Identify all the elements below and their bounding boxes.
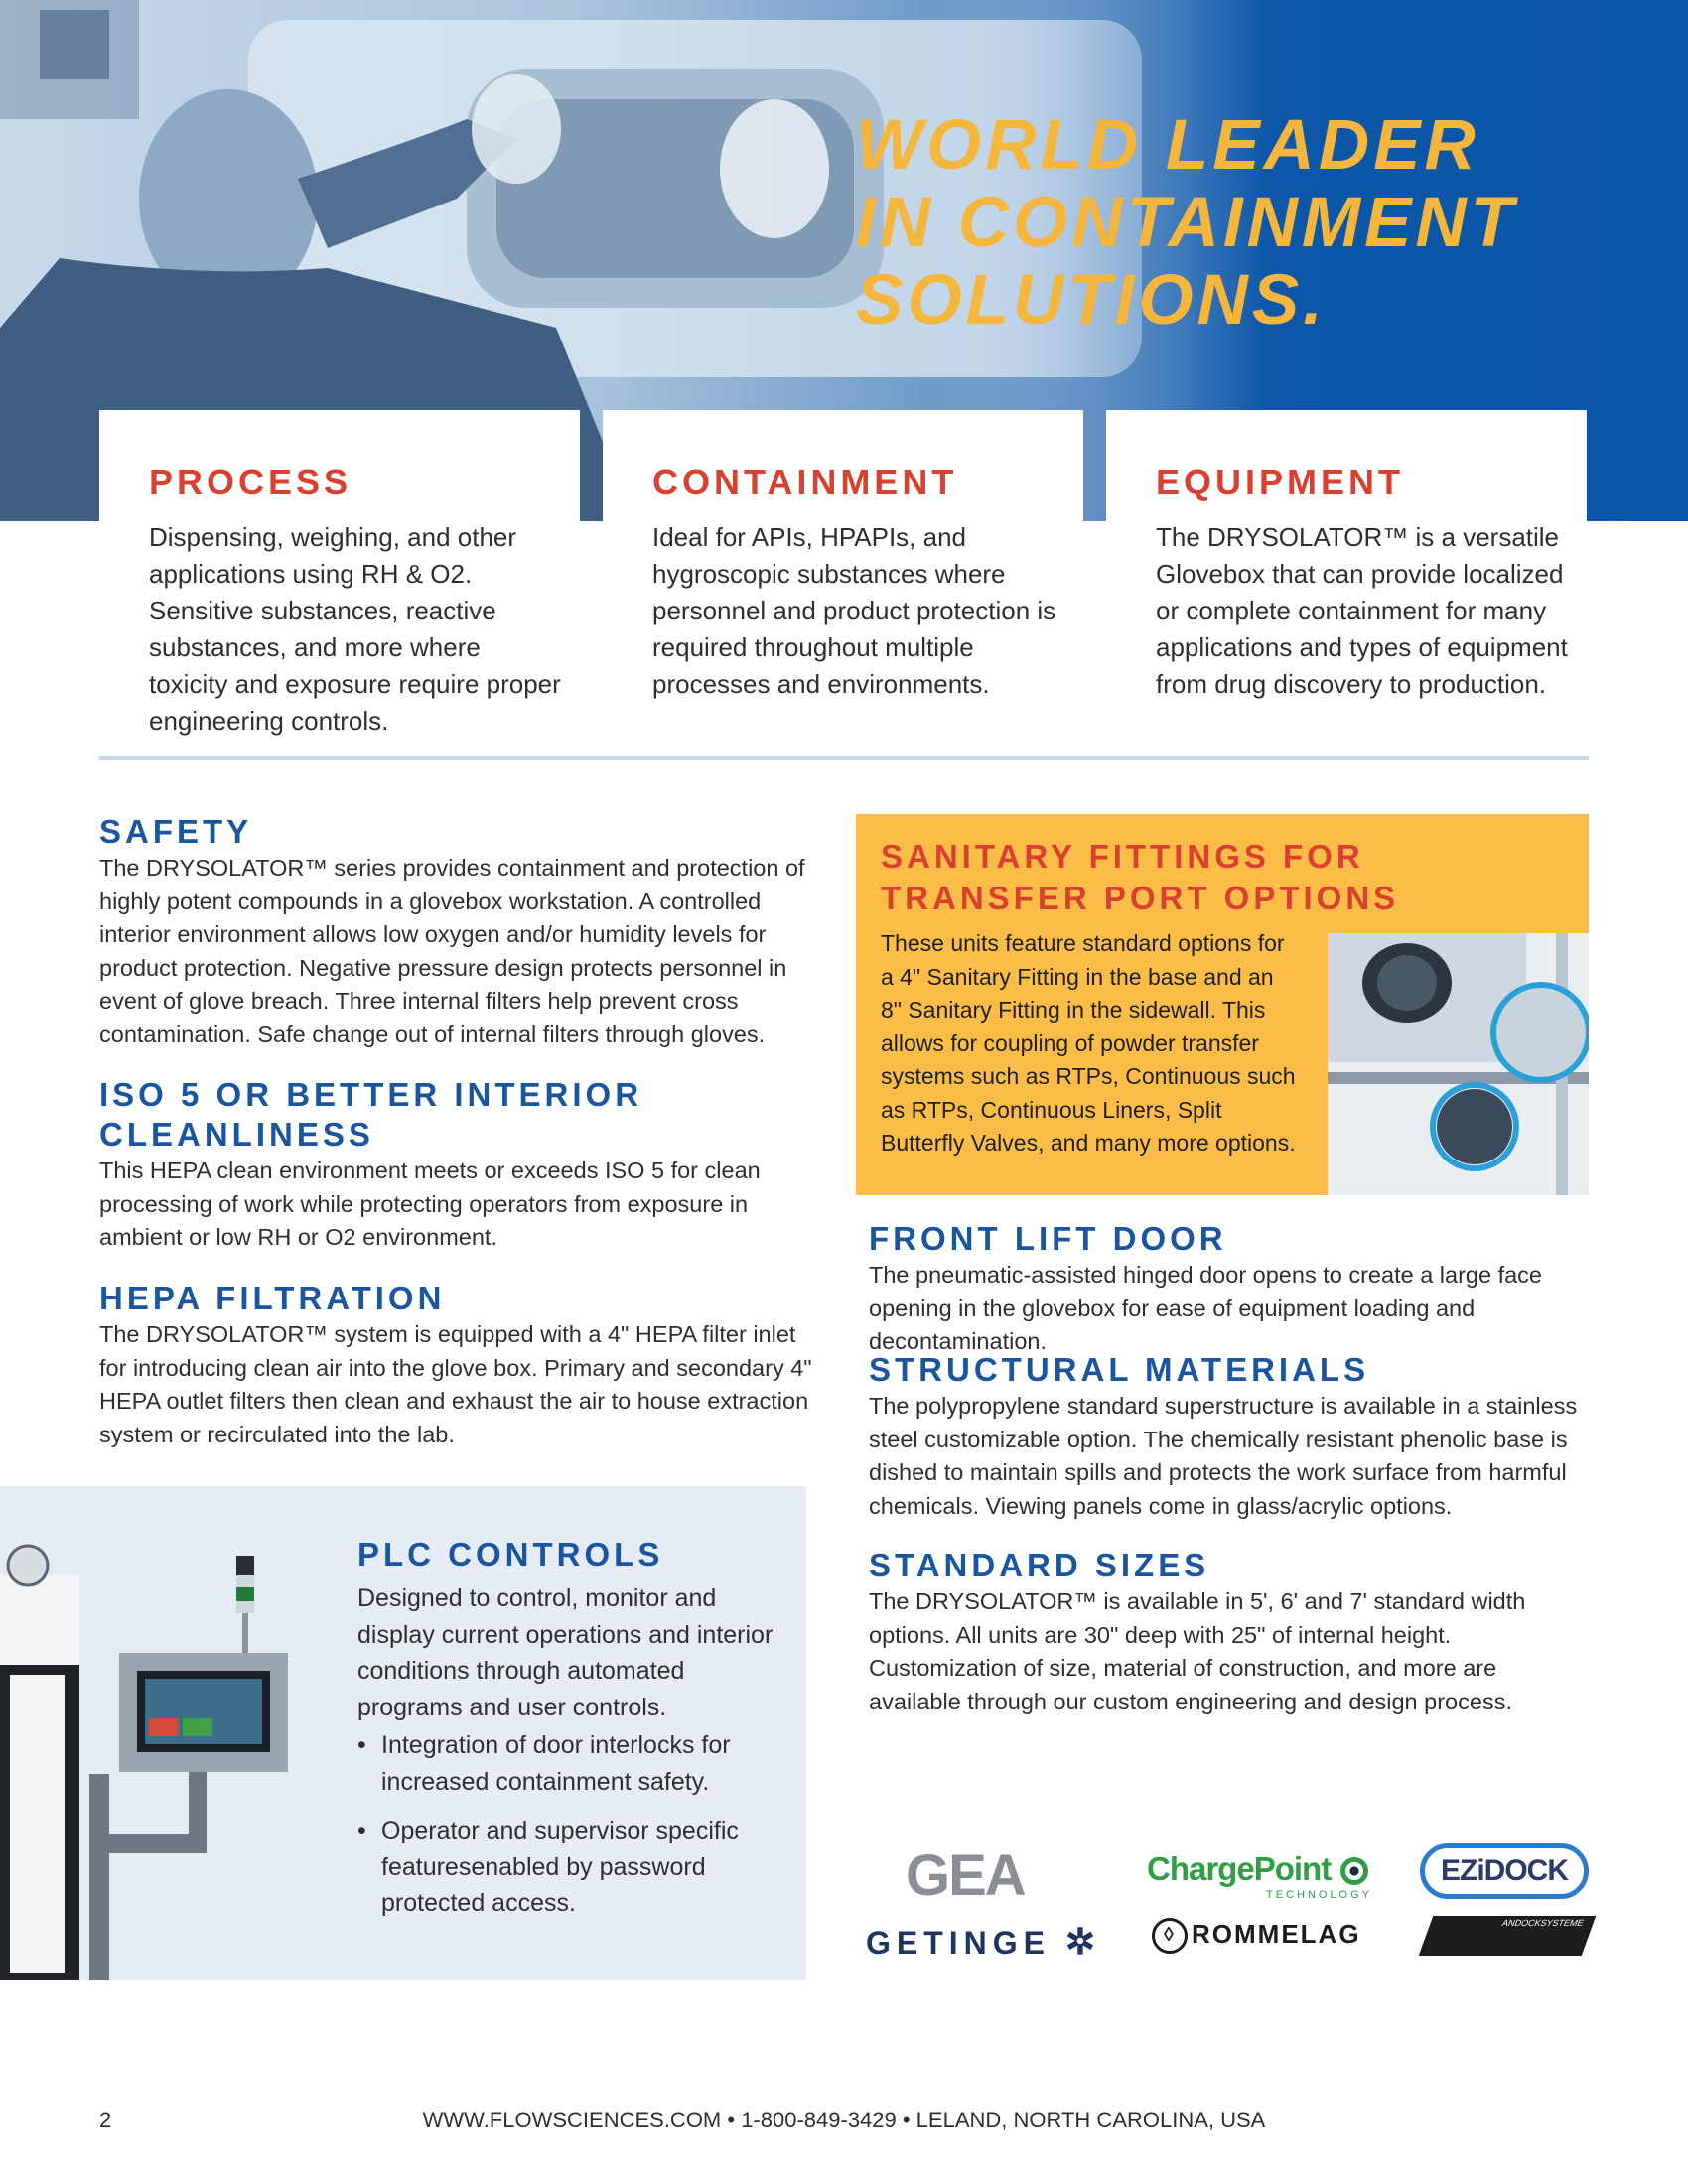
section-iso5 [99, 1075, 814, 1255]
section-body: This HEPA clean environment meets or exceeds ISO 5 for clean processing of work while protecting operators from exposure in ambient or low RH or O2 environment. [99, 1158, 761, 1250]
card-process [99, 410, 580, 736]
hero-title-line: IN CONTAINMENT [856, 184, 1518, 262]
section-standard-sizes [869, 1546, 1589, 1718]
sanitary-title: SANITARY FITTINGS FOR TRANSFER PORT OPTIONS [881, 838, 1400, 916]
section-body: The polypropylene standard superstructure is available in a stainless steel customizable option. The chemically resistant phenolic base is dished to maintain spills and protects the work surface from harmful chemicals. Viewing panels come in glass/acrylic options. [869, 1393, 1578, 1519]
card-body: Dispensing, weighing, and other applications using RH & O2. Sensitive substances, reactive substances, and more where toxicity and exposure require proper engineering controls. [149, 522, 561, 736]
card-title: CONTAINMENT [652, 462, 958, 502]
section-body: The DRYSOLATOR™ is available in 5', 6' and 7' standard width options. All units are 30" deep with 25" of internal height. Customization of size, material of construction, and more are available through our custom engineering and design process. [869, 1588, 1526, 1714]
section-safety [99, 812, 824, 1051]
getinge-logo-text: GETINGE [866, 1925, 1052, 1961]
plc-bullet-text: Integration of door interlocks for increased containment safety. [381, 1731, 731, 1796]
plc-controller-photo [0, 1486, 318, 1980]
plc-controls-panel [0, 1486, 806, 1980]
rommelag-drop-icon: ◊ [1152, 1918, 1188, 1954]
plc-bullet [357, 1813, 774, 1922]
section-body: The DRYSOLATOR™ system is equipped with a 4" HEPA filter inlet for introducing clean air into the glove box. Primary and secondary 4" HEPA outlet filters then clean and exhaust the air to house extraction system or recirculated into the lab. [99, 1321, 812, 1447]
chargepoint-logo [1147, 1849, 1372, 1901]
card-body: Ideal for APIs, HPAPIs, and hygroscopic substances where personnel and product protection is required throughout multiple processes and environments. [652, 522, 1056, 699]
card-containment [603, 410, 1083, 708]
section-title: SAFETY [99, 813, 253, 850]
bullet-dot: • [357, 1817, 366, 1844]
section-structural-materials [869, 1350, 1589, 1523]
card-body: The DRYSOLATOR™ is a versatile Glovebox that can provide localized or complete containment for many applications and types of equipment from drug discovery to production. [1156, 522, 1568, 699]
card-title: EQUIPMENT [1156, 462, 1405, 502]
section-hepa [99, 1279, 814, 1451]
gea-logo: GEA [906, 1843, 1025, 1908]
chargepoint-logo-text: ChargePoint [1147, 1850, 1332, 1887]
section-body: The pneumatic-assisted hinged door opens to create a large face opening in the glovebox for ease of equipment loading and decontamination. [869, 1262, 1543, 1354]
section-title: FRONT LIFT DOOR [869, 1220, 1227, 1257]
sanitary-fitting-photo [1328, 933, 1589, 1195]
hero-title [856, 107, 1670, 340]
plc-body: Designed to control, monitor and display current operations and interior conditions through automated programs and user controls. [357, 1584, 774, 1721]
plc-bullet-text: Operator and supervisor specific featuresenabled by password protected access. [381, 1817, 739, 1917]
section-title: STANDARD SIZES [869, 1547, 1210, 1583]
ezidock-logo: EZiDOCK [1420, 1843, 1589, 1899]
section-body: The DRYSOLATOR™ series provides containment and protection of highly potent compounds in a glovebox workstation. A controlled interior environment allows low oxygen and/or humidity levels for product protection. Negative pressure design protects personnel in event of glove breach. Three internal filters help prevent cross contamination. Safe change out of internal filters through gloves. [99, 855, 805, 1047]
sanitary-body: These units feature standard options for a 4" Sanitary Fitting in the base and an 8" Sanitary Fitting in the sidewall. This allows for coupling of powder transfer systems such as RTPs, Continuous such as RTPs, Continuous Liners, Split Butterfly Valves, and many more options. [881, 930, 1296, 1156]
footer-contact: WWW.FLOWSCIENCES.COM • 1-800-849-3429 • LELAND, NORTH CAROLINA, USA [422, 2108, 1266, 2132]
getinge-logo [866, 1922, 1095, 1963]
chargepoint-icon [1340, 1857, 1368, 1885]
bullet-dot: • [357, 1731, 366, 1759]
rommelag-logo [1152, 1914, 1361, 1954]
page-number: 2 [99, 2108, 112, 2132]
plc-title: PLC CONTROLS [357, 1536, 664, 1572]
section-front-lift-door [869, 1219, 1589, 1359]
chargepoint-logo-sub: TECHNOLOGY [1266, 1889, 1373, 1901]
section-title: HEPA FILTRATION [99, 1280, 446, 1316]
andocksysteme-logo: ANDOCKSYSTEME [1419, 1916, 1597, 1956]
section-divider [99, 756, 1589, 760]
getinge-star-icon: ✲ [1064, 1921, 1096, 1962]
rommelag-logo-text: ROMMELAG [1192, 1919, 1361, 1949]
card-title: PROCESS [149, 462, 352, 502]
card-equipment [1106, 410, 1587, 708]
hero-title-line: WORLD LEADER [856, 106, 1479, 185]
hero-title-line: SOLUTIONS. [856, 261, 1327, 340]
section-title: STRUCTURAL MATERIALS [869, 1351, 1370, 1388]
section-title: ISO 5 OR BETTER INTERIOR CLEANLINESS [99, 1076, 643, 1153]
plc-bullet [357, 1727, 774, 1800]
sanitary-fittings-box [856, 814, 1589, 1195]
